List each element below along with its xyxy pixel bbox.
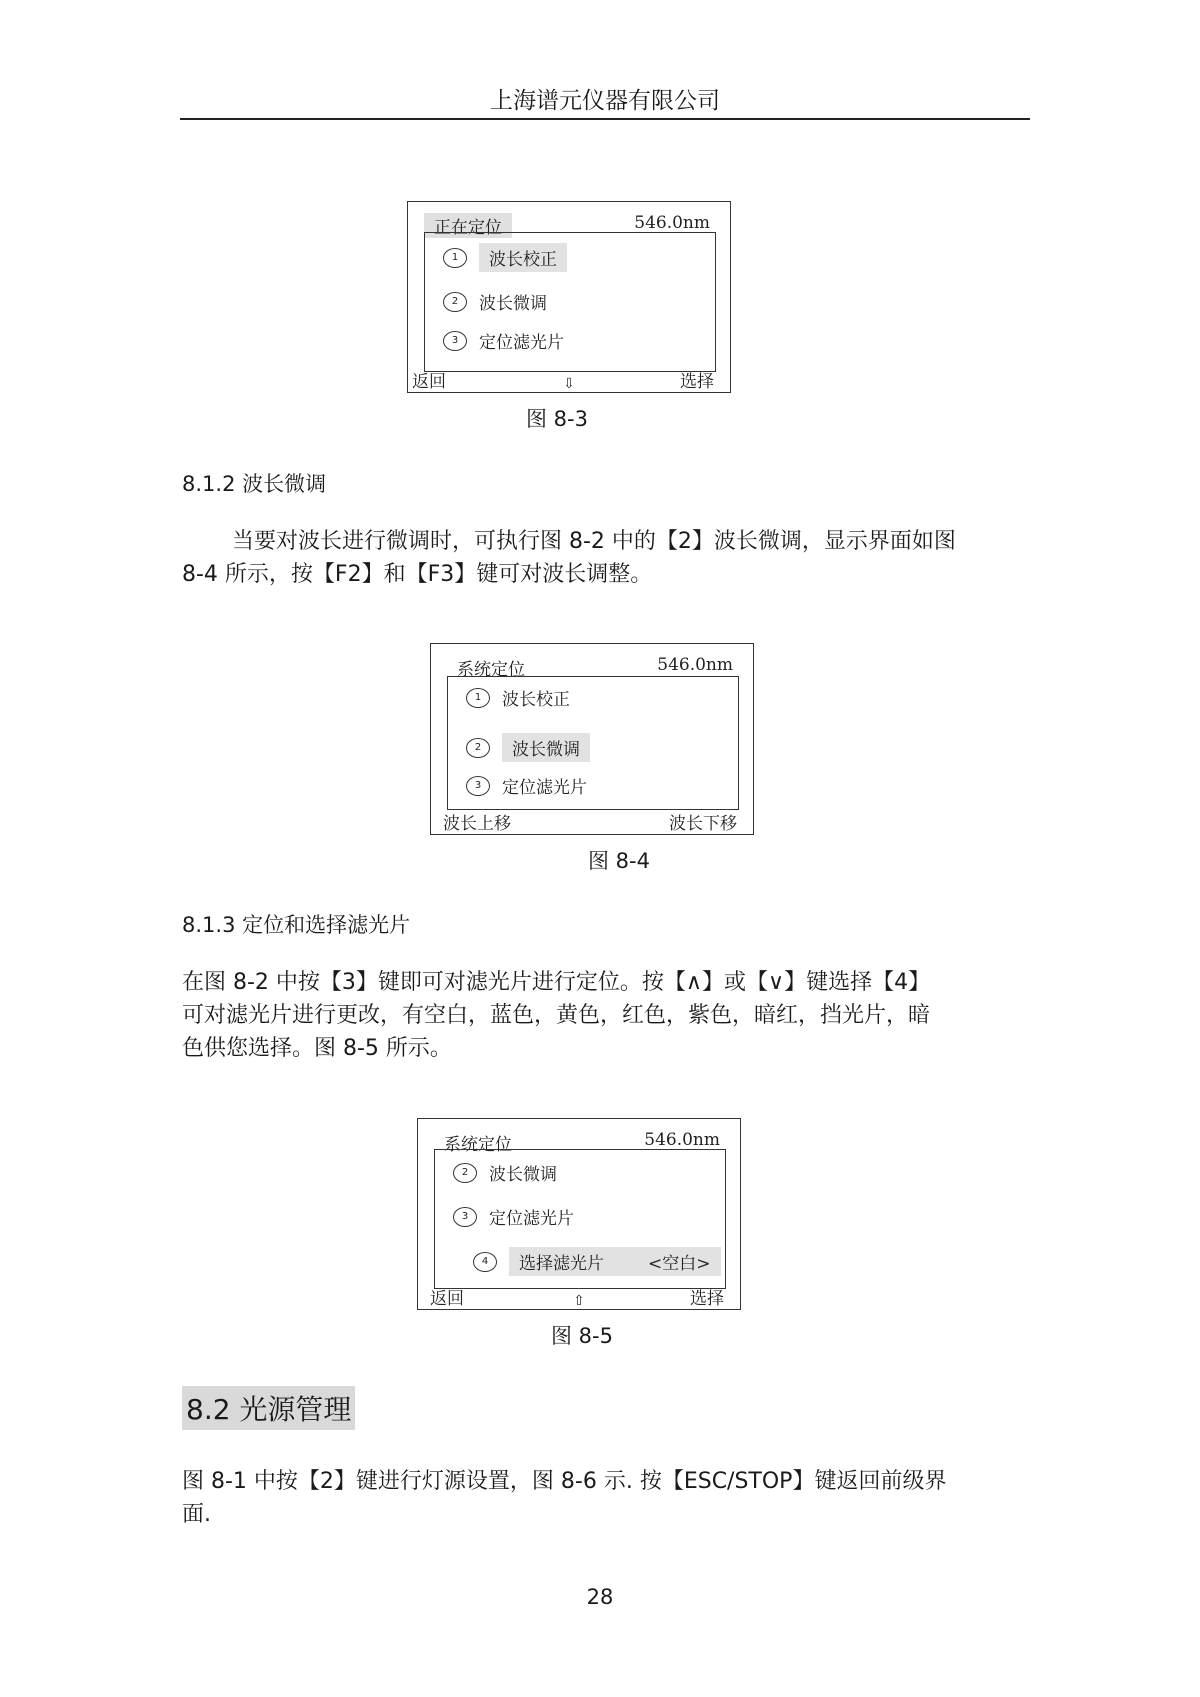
menu-item	[453, 1204, 574, 1229]
wavelength-readout: 546.0nm	[644, 1130, 720, 1150]
menu-item	[443, 328, 564, 353]
menu-box	[434, 1149, 726, 1289]
menu-item-label: 波长微调	[479, 294, 547, 314]
number-circle: 3	[443, 331, 467, 351]
screen-title: 系统定位	[457, 660, 525, 680]
menu-box	[447, 676, 739, 810]
softkey-left-label: 返回	[430, 1289, 464, 1309]
menu-item-label	[509, 1247, 721, 1276]
filter-value: <空白>	[648, 1254, 711, 1274]
section-heading: 8.1.2 波长微调	[182, 472, 327, 496]
menu-item-label: 波长校正	[502, 690, 570, 710]
softkey-left-label: 波长上移	[443, 814, 511, 834]
figure-caption: 图 8-4	[588, 849, 650, 873]
menu-item-label: 定位滤光片	[489, 1209, 574, 1229]
filter-select-label: 选择滤光片	[519, 1254, 604, 1274]
menu-item	[453, 1160, 557, 1185]
menu-item-label: 定位滤光片	[479, 333, 564, 353]
paragraph-line: 色供您选择。图 8-5 所示。	[182, 1036, 452, 1061]
paragraph-line: 图 8-1 中按【2】键进行灯源设置，图 8-6 示. 按【ESC/STOP】键返回前级界	[182, 1469, 947, 1494]
down-arrow-icon: ⇩	[563, 376, 575, 392]
number-circle: 2	[453, 1163, 477, 1183]
menu-item	[443, 243, 567, 272]
number-circle: 1	[466, 688, 490, 708]
company-name: 上海谱元仪器有限公司	[490, 88, 720, 114]
number-circle: 3	[466, 776, 490, 796]
screen-title: 系统定位	[444, 1135, 512, 1155]
figure-caption: 图 8-5	[551, 1324, 613, 1348]
paragraph-line: 面.	[182, 1502, 211, 1527]
menu-item	[466, 773, 587, 798]
menu-item-label: 波长微调	[502, 733, 590, 762]
softkey-right-label: 选择	[680, 372, 714, 392]
menu-item-label: 波长微调	[489, 1165, 557, 1185]
number-circle: 3	[453, 1207, 477, 1227]
paragraph	[182, 966, 1024, 1065]
menu-item	[443, 289, 547, 314]
menu-item-label: 波长校正	[479, 243, 567, 272]
wavelength-readout: 546.0nm	[634, 213, 710, 233]
paragraph-line: 当要对波长进行微调时，可执行图 8-2 中的【2】波长微调，显示界面如图	[232, 529, 956, 554]
number-circle: 2	[443, 292, 467, 312]
paragraph-line: 可对滤光片进行更改，有空白，蓝色，黄色，红色，紫色，暗红，挡光片，暗	[182, 1003, 931, 1028]
figure-8-4-screen	[430, 643, 754, 835]
number-circle: 1	[443, 248, 467, 268]
wavelength-readout: 546.0nm	[657, 655, 733, 675]
softkey-right-label: 选择	[690, 1289, 724, 1309]
number-circle: 4	[473, 1252, 497, 1272]
softkey-left-label: 返回	[412, 372, 446, 392]
number-circle: 2	[466, 738, 490, 758]
figure-8-3-screen	[407, 201, 731, 393]
up-arrow-icon: ⇧	[573, 1293, 585, 1309]
paragraph-line: 8-4 所示，按【F2】和【F3】键可对波长调整。	[182, 562, 653, 587]
page-header	[180, 84, 1030, 120]
paragraph-line: 在图 8-2 中按【3】键即可对滤光片进行定位。按【∧】或【∨】键选择【4】	[182, 970, 931, 995]
menu-item	[466, 685, 570, 710]
softkey-right-label: 波长下移	[669, 814, 737, 834]
figure-caption: 图 8-3	[526, 407, 588, 431]
section-heading: 8.1.3 定位和选择滤光片	[182, 913, 411, 937]
figure-8-5-screen	[417, 1118, 741, 1310]
menu-box	[424, 232, 716, 372]
page-number: 28	[586, 1585, 614, 1609]
menu-item	[466, 733, 590, 762]
menu-item	[473, 1247, 721, 1276]
section-title: 8.2 光源管理	[182, 1386, 355, 1430]
menu-item-label: 定位滤光片	[502, 778, 587, 798]
paragraph	[182, 525, 1024, 591]
screen-title: 正在定位	[424, 213, 512, 238]
paragraph	[182, 1465, 1024, 1531]
